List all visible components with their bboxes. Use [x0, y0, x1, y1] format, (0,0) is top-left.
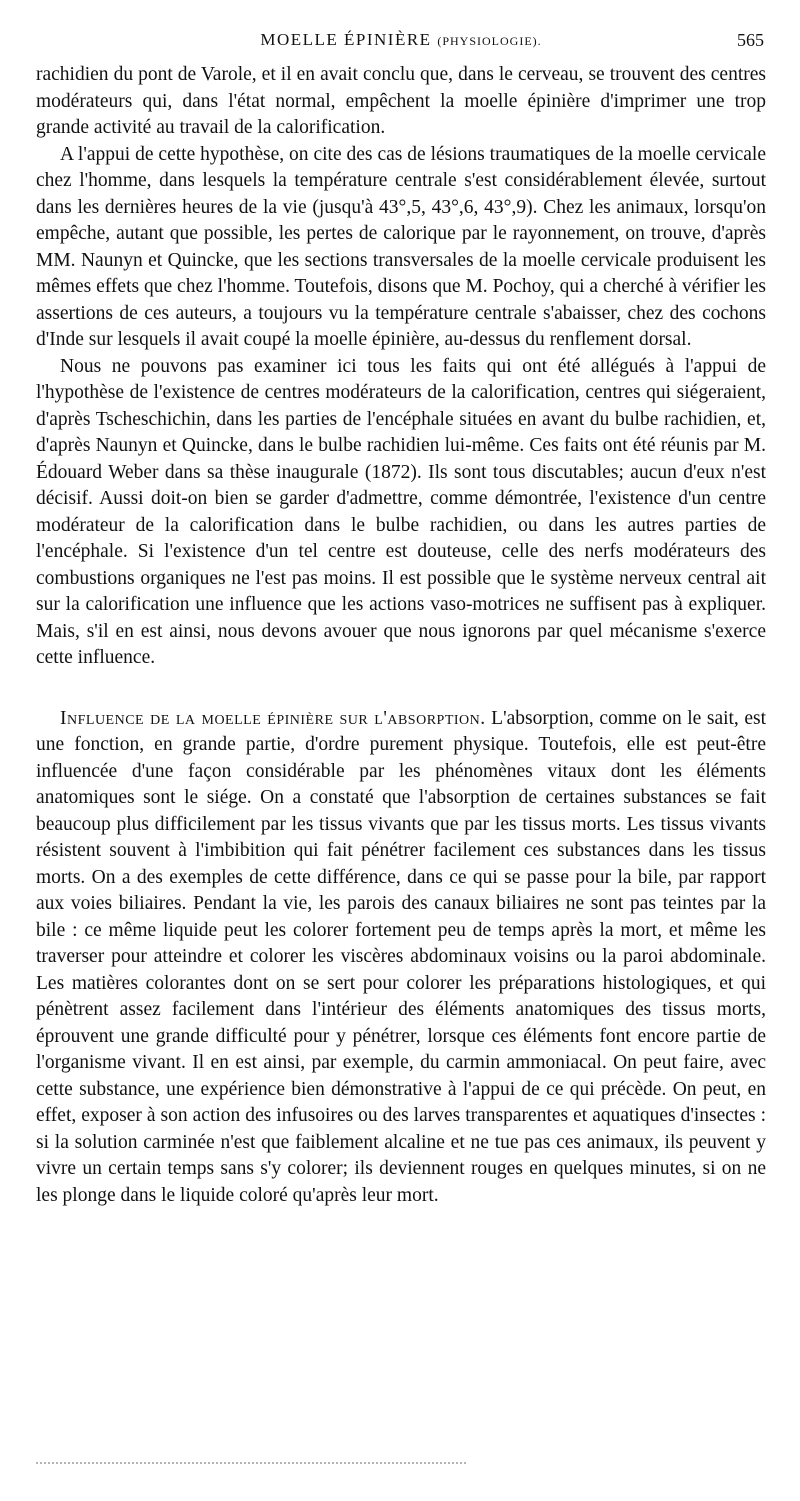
- section-absorption: [36, 706, 766, 1210]
- page-header: [36, 30, 766, 56]
- body-text: [36, 62, 766, 1209]
- section-text: L'absorption, comme on le sait, est une fonction, en grande partie, d'ordre purement physique. Toutefois, elle est peut-être influencée d'une façon considérable par les phénomènes vitaux dont les éléments anatomiques sont le siége. On a constaté que l'absorption de certaines substances se fait beaucoup plus difficilement par les tissus vivants que par les tissus morts. Les tissus vivants résistent souvent à l'imbibition qui fait pénétrer facilement ces substances dans les tissus morts. On a des exemples de cette différence, dans ce qui se passe pour la bile, par rapport aux voies biliaires. Pendant la vie, les parois des canaux biliaires ne sont pas teintes par la bile : ce même liquide peut les colorer fortement peu de temps après la mort, et même les traverser pour atteindre et colorer les viscères abdominaux voisins ou la paroi abdominale. Les matières colorantes dont on se sert pour colorer les préparations histologiques, et qui pénètrent assez facilement dans l'intérieur des éléments anatomiques des tissus morts, éprouvent une grande difficulté pour y pénétrer, lorsque ces éléments font encore partie de l'organisme vivant. Il en est ainsi, par exemple, du carmin ammoniacal. On peut faire, avec cette substance, une expérience bien démonstrative à l'appui de ce qui précède. On peut, en effet, exposer à son action des infusoires ou des larves transparentes et aquatiques d'insectes : si la solution carminée n'est que faiblement alcaline et ne tue pas ces animaux, ils peuvent y vivre un certain temps sans s'y colorer; ils deviennent rouges en quelques minutes, si on ne les plonge dans le liquide coloré qu'après leur mort.: [36, 707, 766, 1206]
- paragraph-centres-moderateurs: Nous ne pouvons pas examiner ici tous les faits qui ont été allégués à l'appui de l'hypothèse de l'existence de centres modérateurs de la calorification, centres qui siégeraient, d'après Tscheschichin, dans les parties de l'encéphale situées en avant du bulbe rachidien, et, d'après Naunyn et Quincke, dans le bulbe rachidien lui-même. Ces faits ont été réunis par M. Édouard Weber dans sa thèse inaugurale (1872). Ils sont tous discutables; aucun d'eux n'est décisif. Aussi doit-on bien se garder d'admettre, comme démontrée, l'existence d'un centre modérateur de la calorification dans le bulbe rachidien, ou dans les autres parties de l'encéphale. Si l'existence d'un tel centre est douteuse, celle des nerfs modérateurs des combustions organiques ne l'est pas moins. Il est possible que le système nerveux central ait sur la calorification une influence que les actions vaso-motrices ne suffisent pas à expliquer. Mais, s'il en est ainsi, nous devons avouer que nous ignorons par quel mécanisme s'exerce cette influence.: [36, 355, 766, 668]
- running-title-subtitle: (PHYSIOLOGIE).: [437, 34, 542, 48]
- paragraph-continuation: rachidien du pont de Varole, et il en avait conclu que, dans le cerveau, se trouvent des centres modérateurs qui, dans l'état normal, empêchent la moelle épinière d'imprimer une trop grande activité au travail de la calorification.: [36, 64, 766, 138]
- running-title-main: MOELLE ÉPINIÈRE: [260, 30, 432, 49]
- page-number: 565: [737, 30, 764, 50]
- paragraph-hypothesis: A l'appui de cette hypothèse, on cite des cas de lésions traumatiques de la moelle cervicale chez l'homme, dans lesquels la température centrale s'est considérablement élevée, surtout dans les dernières heures de la vie (jusqu'à 43°,5, 43°,6, 43°,9). Chez les animaux, lorsqu'on empêche, autant que possible, les pertes de calorique par le rayonnement, on trouve, d'après MM. Naunyn et Quincke, que les sections transversales de la moelle cervicale produisent les mêmes effets que chez l'homme. Toutefois, disons que M. Pochoy, qui a cherché à vérifier les assertions de ces auteurs, a toujours vu la température centrale s'abaisser, chez des cochons d'Inde sur lesquels il avait coupé la moelle épinière, au-dessus du renflement dorsal.: [36, 143, 766, 350]
- running-title: [36, 30, 766, 50]
- section-heading: Influence de la moelle épinière sur l'absorption.: [60, 707, 486, 729]
- footer-rule: [36, 1462, 466, 1464]
